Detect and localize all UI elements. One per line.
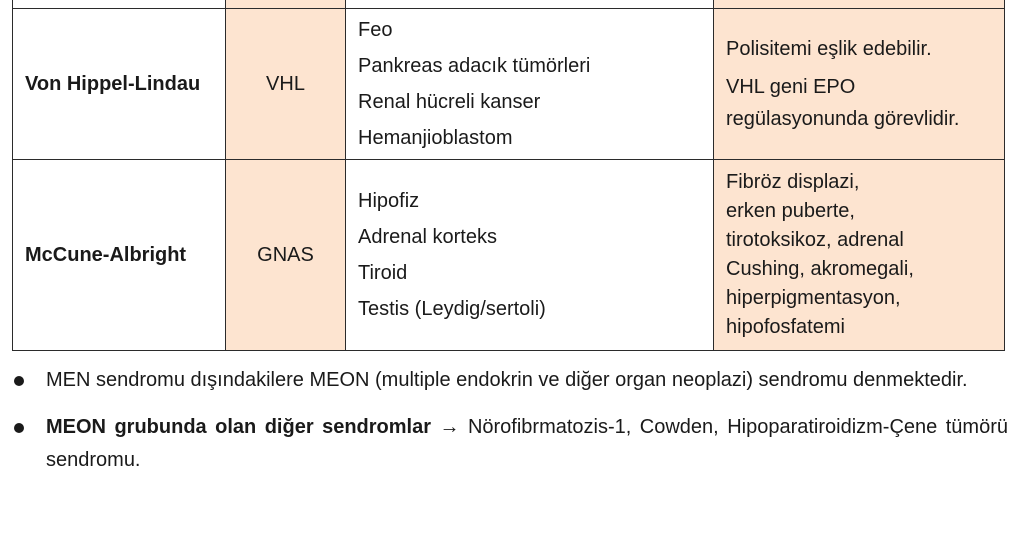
gene-name: VHL <box>226 9 346 160</box>
organ-item: Hipofiz <box>358 190 420 212</box>
cell <box>13 0 226 9</box>
cell <box>714 0 1005 9</box>
organ-item: Hemanjioblastom <box>358 127 513 149</box>
cell <box>346 0 714 9</box>
bullet-item <box>12 364 1008 397</box>
note-line: VHL geni EPO <box>726 76 856 98</box>
arrow-icon: → <box>439 416 460 438</box>
note-line: regülasyonunda görevlidir. <box>726 108 960 130</box>
organ-item: Pankreas adacık tümörleri <box>358 55 591 77</box>
syndrome-name: Von Hippel-Lindau <box>13 9 226 160</box>
note-line: hiperpigmentasyon, <box>726 287 901 309</box>
organ-list <box>346 9 714 160</box>
note-line: Cushing, akromegali, <box>726 258 914 280</box>
organ-item: Testis (Leydig/sertoli) <box>358 298 546 320</box>
bullet-item <box>12 411 1008 477</box>
bullet-bold-text: MEON grubunda olan diğer sendromlar <box>46 416 432 438</box>
notes-cell <box>714 9 1005 160</box>
table-row-mccune-albright <box>13 160 1005 351</box>
cell <box>226 0 346 9</box>
note-line: Polisitemi eşlik edebilir. <box>726 38 932 60</box>
note-line: hipofosfatemi <box>726 316 845 338</box>
bullet-text: Nörofibrmatozis-1, Cowden, Hipoparatiroidizm-Çene tümörü sendromu. <box>46 416 1008 471</box>
note-line: tirotoksikoz, adrenal <box>726 229 904 251</box>
gene-name: GNAS <box>226 160 346 351</box>
bullet-dot-icon <box>14 376 24 386</box>
bullet-text: MEN sendromu dışındakilere MEON (multiple endokrin ve diğer organ neoplazi) sendromu denmektedir. <box>46 369 968 391</box>
note-line: erken puberte, <box>726 200 855 222</box>
organ-item: Renal hücreli kanser <box>358 91 541 113</box>
notes-cell <box>714 160 1005 351</box>
organ-item: Feo <box>358 19 393 41</box>
table-row-partial <box>13 0 1005 9</box>
bullet-list <box>12 364 1008 477</box>
organ-list <box>346 160 714 351</box>
bullet-dot-icon <box>14 423 24 433</box>
syndrome-name: McCune-Albright <box>13 160 226 351</box>
organ-item: Adrenal korteks <box>358 226 497 248</box>
table-row-vhl <box>13 9 1005 160</box>
note-line: Fibröz displazi, <box>726 171 860 193</box>
organ-item: Tiroid <box>358 262 408 284</box>
syndrome-table <box>12 0 1005 351</box>
